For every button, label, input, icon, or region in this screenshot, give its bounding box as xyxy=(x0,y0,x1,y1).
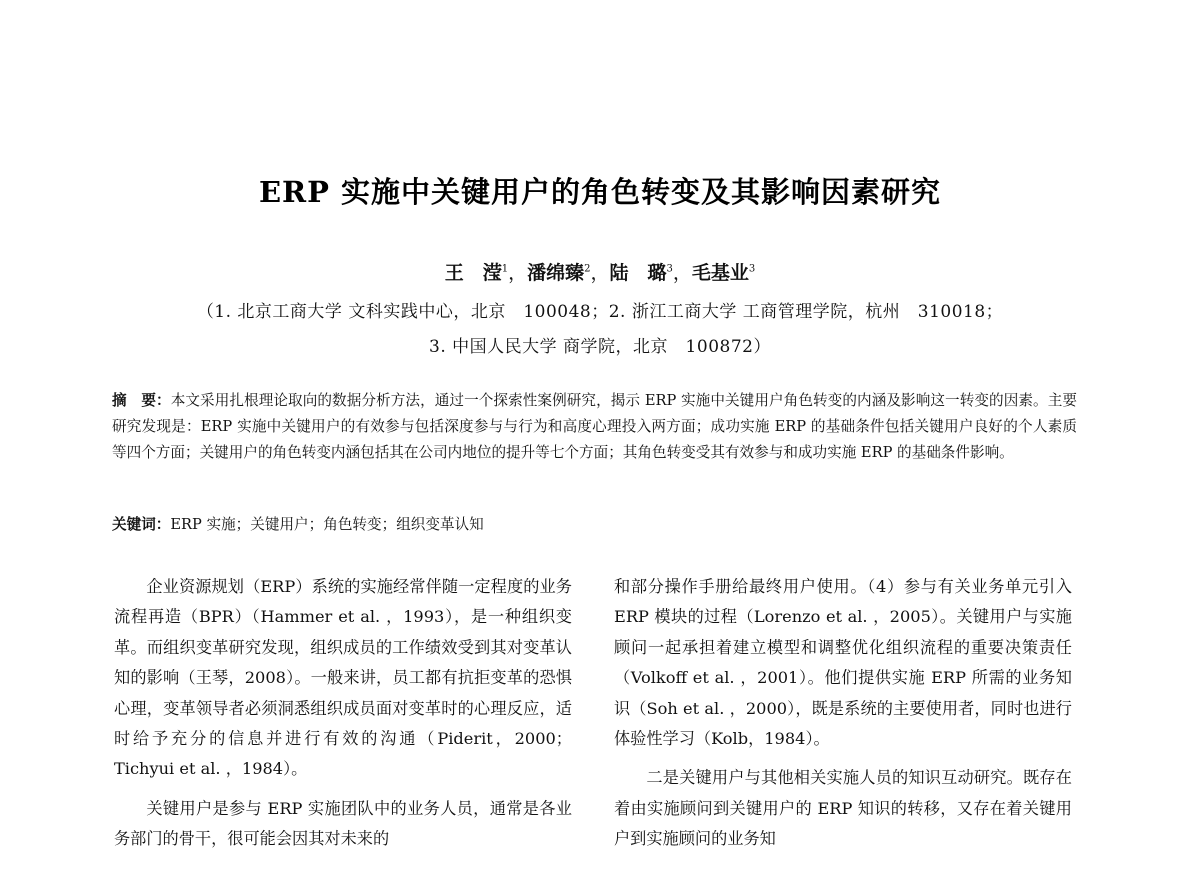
author-separator: ， xyxy=(590,262,610,284)
author-name: 潘绵臻 xyxy=(527,262,585,284)
body-paragraph: 和部分操作手册给最终用户使用。（4）参与有关业务单元引入 ERP 模块的过程（Lorenzo et al. ，2005）。关键用户与实施顾问一起承担着建立模型和调整优化组织流程的重要决策责任（Volkoff et al. ，2001）。他们提供实施 ERP 所需的业务知识（Soh et al. ，2000），既是系统的主要使用者，同时也进行体验性学习（Kolb，1984）。 xyxy=(614,577,1072,749)
author-name: 王 滢 xyxy=(444,262,502,284)
body-paragraph: 关键用户是参与 ERP 实施团队中的业务人员，通常是各业务部门的骨干，很可能会因其对未来的 xyxy=(114,798,572,849)
abstract-text: 本文采用扎根理论取向的数据分析方法，通过一个探索性案例研究，揭示 ERP 实施中关键用户角色转变的内涵及影响这一转变的因素。主要研究发现是：ERP 实施中关键用户的有效参与包括深度参与与行为和高度心理投入两方面；成功实施 ERP 的基础条件包括关键用户良好的个人素质等四个方面；关键用户的角色转变内涵包括其在公司内地位的提升等七个方面；其角色转变受其有效参与和成功实施 ERP 的基础条件影响。 xyxy=(112,392,1077,461)
author-line xyxy=(0,258,1200,285)
abstract-label: 摘 要： xyxy=(112,392,171,409)
affiliations-line-2: 3. 中国人民大学 商学院，北京 100872） xyxy=(429,337,771,357)
body-column-right xyxy=(614,572,1072,864)
paper-title: ERP 实施中关键用户的角色转变及其影响因素研究 xyxy=(258,175,942,209)
body-column-left xyxy=(114,572,572,864)
author-affiliation-mark: 1 xyxy=(501,263,509,275)
body-paragraph: 企业资源规划（ERP）系统的实施经常伴随一定程度的业务流程再造（BPR）（Hammer et al. ，1993），是一种组织变革。而组织变革研究发现，组织成员的工作绩效受到其对变革认知的影响（王琴，2008）。一般来讲，员工都有抗拒变革的恐惧心理，变革领导者必须洞悉组织成员面对变革时的心理反应，适时给予充分的信息并进行有效的沟通（Piderit，2000；Tichyui et al. ，1984）。 xyxy=(114,577,572,779)
author-separator: ， xyxy=(672,262,692,284)
body-paragraph: 二是关键用户与其他相关实施人员的知识互动研究。既存在着由实施顾问到关键用户的 ERP 知识的转移，又存在着关键用户到实施顾问的业务知 xyxy=(614,768,1072,849)
author-separator: ， xyxy=(508,262,528,284)
author-affiliation-mark: 2 xyxy=(584,263,591,275)
abstract xyxy=(112,388,1077,466)
affiliations-line-1: （1. 北京工商大学 文科实践中心，北京 100048；2. 浙江工商大学 工商管理学院，杭州 310018； xyxy=(196,302,1004,322)
author-affiliation-mark: 3 xyxy=(748,263,756,275)
keywords-text: ERP 实施；关键用户；角色转变；组织变革认知 xyxy=(170,516,484,533)
keywords xyxy=(112,512,1077,538)
keywords-label: 关键词： xyxy=(112,516,171,533)
author-affiliation-mark: 3 xyxy=(666,263,673,275)
author-name: 毛基业 xyxy=(691,262,749,284)
author-name: 陆 璐 xyxy=(609,262,667,284)
